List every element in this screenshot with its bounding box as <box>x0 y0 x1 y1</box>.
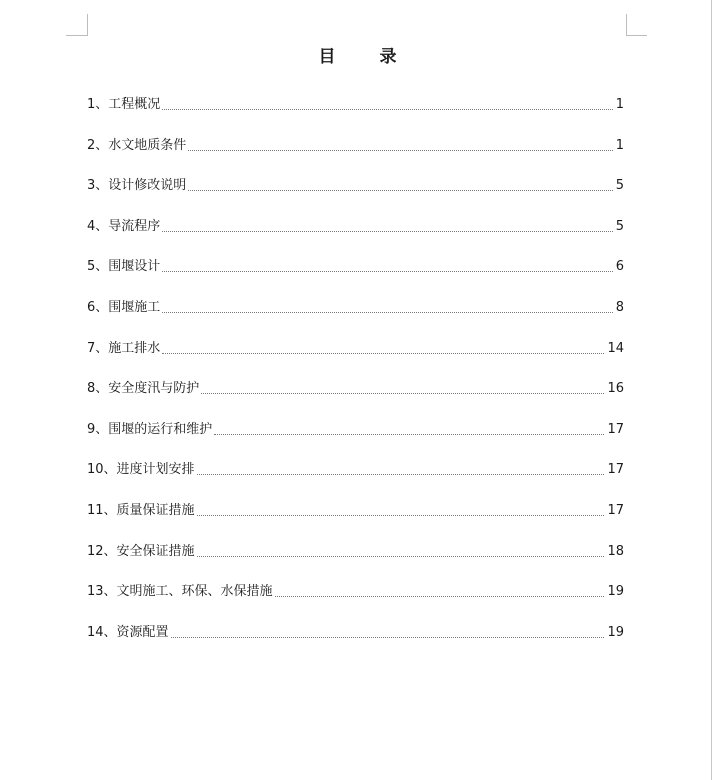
toc-entry-label: 12、安全保证措施 <box>87 543 195 559</box>
toc-entry[interactable] <box>87 117 624 158</box>
toc-dot-leader <box>171 636 605 638</box>
toc-page-number: 17 <box>607 421 624 437</box>
toc-entry[interactable] <box>87 320 624 361</box>
toc-entry[interactable] <box>87 279 624 320</box>
toc-page-number: 17 <box>607 462 624 478</box>
toc-entry[interactable] <box>87 482 624 523</box>
toc-page-number: 8 <box>615 299 624 315</box>
toc-entry-label: 2、水文地质条件 <box>87 137 187 153</box>
toc-dot-leader <box>188 149 612 151</box>
toc-dot-leader <box>275 595 605 597</box>
toc-page-number: 18 <box>607 543 624 559</box>
toc-entry-label: 1、工程概况 <box>87 97 161 112</box>
title-char-1: 目 <box>318 47 336 67</box>
toc-entry-label: 6、围堰施工 <box>87 299 161 315</box>
toc-entry[interactable] <box>87 198 624 239</box>
toc-page-number: 1 <box>615 97 624 112</box>
toc-entry-label: 13、文明施工、环保、水保措施 <box>87 584 273 600</box>
top-right-crop-mark <box>626 14 647 36</box>
toc-entry-label: 10、进度计划安排 <box>87 462 195 478</box>
toc-dot-leader <box>162 108 612 110</box>
toc-entry[interactable] <box>87 564 624 605</box>
toc-dot-leader <box>162 352 604 354</box>
toc-dot-leader <box>162 270 612 272</box>
toc-page-number: 16 <box>607 381 624 397</box>
toc-page-number: 1 <box>615 137 624 153</box>
toc-entry-label: 14、资源配置 <box>87 624 169 640</box>
toc-page-number: 17 <box>607 502 624 518</box>
toc-page-number: 5 <box>615 218 624 234</box>
title-char-2: 录 <box>379 47 397 67</box>
toc-entry[interactable] <box>87 93 624 117</box>
toc-entry-label: 5、围堰设计 <box>87 259 161 275</box>
toc-page-number: 19 <box>607 584 624 600</box>
toc-entry[interactable] <box>87 401 624 442</box>
table-of-contents <box>87 93 624 645</box>
top-left-crop-mark <box>66 14 88 36</box>
toc-entry[interactable] <box>87 361 624 402</box>
toc-dot-leader <box>201 392 604 394</box>
toc-dot-leader <box>197 473 605 475</box>
toc-page-number: 6 <box>615 259 624 275</box>
toc-entry-label: 4、导流程序 <box>87 218 161 234</box>
page-edge-line <box>711 0 712 780</box>
toc-entry[interactable] <box>87 239 624 280</box>
toc-entry-label: 3、设计修改说明 <box>87 178 187 194</box>
toc-dot-leader <box>188 189 612 191</box>
toc-entry[interactable] <box>87 604 624 645</box>
toc-page-number: 19 <box>607 624 624 640</box>
toc-entry[interactable] <box>87 523 624 564</box>
toc-dot-leader <box>162 230 612 232</box>
toc-dot-leader <box>197 555 605 557</box>
toc-entry-label: 9、围堰的运行和维护 <box>87 421 213 437</box>
toc-entry-label: 7、施工排水 <box>87 340 161 356</box>
page-title <box>0 42 715 67</box>
toc-entry[interactable] <box>87 442 624 483</box>
toc-entry-label: 11、质量保证措施 <box>87 502 195 518</box>
toc-dot-leader <box>197 514 605 516</box>
toc-dot-leader <box>214 433 604 435</box>
toc-page-number: 14 <box>607 340 624 356</box>
toc-entry[interactable] <box>87 158 624 199</box>
toc-dot-leader <box>162 311 612 313</box>
toc-page-number: 5 <box>615 178 624 194</box>
toc-entry-label: 8、安全度汛与防护 <box>87 381 200 397</box>
